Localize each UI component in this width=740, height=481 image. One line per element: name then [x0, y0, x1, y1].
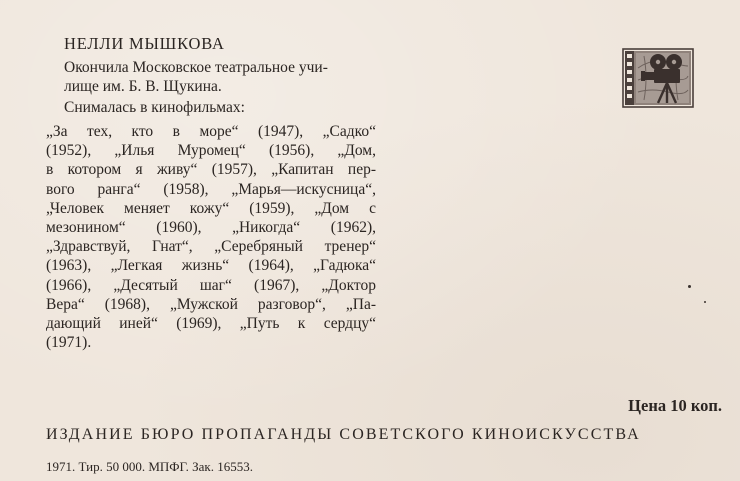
- filmography-line: мезонином“ (1960), „Никогда“ (1962),: [46, 218, 376, 236]
- education-line: Окончила Московское театральное учи-: [64, 59, 328, 76]
- filmography-line: „За тех, кто в море“ (1947), „Садко“: [46, 123, 376, 140]
- paper-speck: [688, 285, 691, 288]
- price-label: Цена 10 коп.: [628, 396, 722, 415]
- imprint-line: 1971. Тир. 50 000. МПФГ. Зак. 16553.: [46, 459, 253, 474]
- filmography-line: (1971).: [46, 334, 92, 352]
- filmography-line: (1963), „Легкая жизнь“ (1964), „Гадюка“: [46, 257, 376, 275]
- publisher-line: ИЗДАНИЕ БЮРО ПРОПАГАНДЫ СОВЕТСКОГО КИНОИСКУССТВА: [46, 426, 641, 443]
- education-text: [64, 58, 376, 96]
- filmography-line: „Здравствуй, Гнат“, „Серебряный тренер“: [46, 238, 376, 256]
- education-line: лище им. Б. В. Щукина.: [64, 78, 222, 95]
- actor-name: НЕЛЛИ МЫШКОВА: [64, 34, 225, 53]
- filmography-line: Вера“ (1968), „Мужской разговор“, „Па-: [46, 295, 376, 313]
- film-camera-logo-icon: [622, 48, 694, 108]
- paper-speck: [704, 301, 706, 303]
- filmography-line: вого ранга“ (1958), „Марья—искусница“,: [46, 180, 376, 198]
- filmography-line: „Человек меняет кожу“ (1959), „Дом с: [46, 199, 376, 217]
- filmography-list: [46, 122, 376, 352]
- filmography-line: в котором я живу“ (1957), „Капитан пер-: [46, 161, 376, 179]
- filmography-line: (1966), „Десятый шаг“ (1967), „Доктор: [46, 276, 376, 294]
- filmography-line: дающий иней“ (1969), „Путь к сердцу“: [46, 314, 376, 332]
- filmography-line: (1952), „Илья Муромец“ (1956), „Дом,: [46, 142, 376, 160]
- filmography-heading: Снималась в кинофильмах:: [64, 99, 245, 116]
